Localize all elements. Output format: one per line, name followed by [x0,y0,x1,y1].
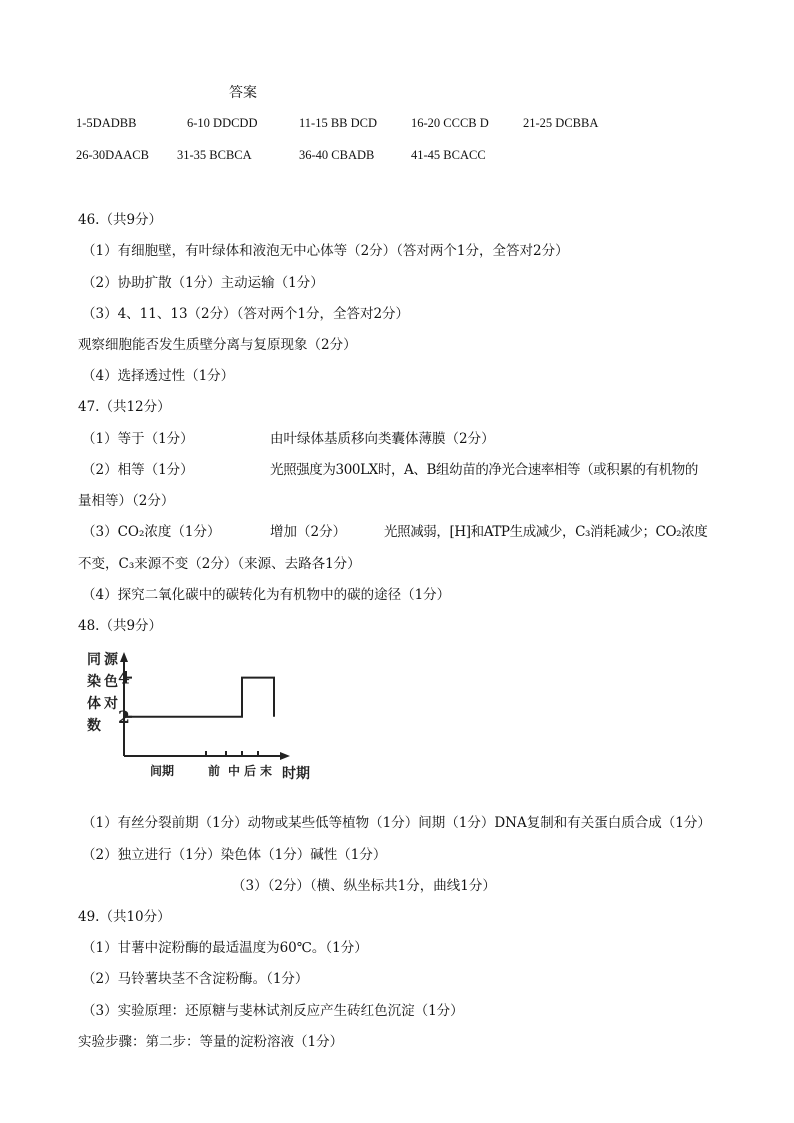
q49-header: 49.（共10分） [78,909,171,925]
q49-answer-4: 实验步骤：第二步：等量的淀粉溶液（1分） [78,1034,344,1050]
mc-range-8: 36-40 CBADB [299,148,375,162]
y-label-char-5: 源 [104,652,118,668]
q47-answer-2a: （2）相等（1分） [82,462,194,478]
y-label-char-1: 同 [87,652,101,668]
mc-range-4: 16-20 CCCB D [411,116,489,130]
mc-range-3: 11-15 BB DCD [299,116,378,130]
q46-answer-3: （3）4、11、13（2分）（答对两个1分，全答对2分） [82,306,410,322]
chromosome-chart [80,648,310,788]
y-axis-arrow [120,652,128,662]
mc-range-9: 41-45 BCACC [411,148,486,162]
y-tick-label-2: 2 [118,707,130,728]
q46-answer-1: （1）有细胞壁，有叶绿体和液泡无中心体等（2分）（答对两个1分，全答对2分） [82,243,569,259]
q46-answer-4: （4）选择透过性（1分） [82,368,235,384]
q47-answer-3a: （3）CO₂浓度（1分） [82,524,221,540]
q47-answer-3c: 光照减弱，[H]和ATP生成减少，C₃消耗减少；CO₂浓度 [384,524,708,540]
mc-range-5: 21-25 DCBBA [523,116,599,130]
q47-answer-3b: 增加（2分） [270,524,347,540]
x-tick-label-2: 前 [208,764,221,778]
q47-answer-2b: 光照强度为300LX时，A、B组幼苗的净光合速率相等（或积累的有机物的 [270,462,699,478]
x-axis-arrow [280,752,290,760]
y-label-char-4: 数 [87,718,101,734]
q47-answer-3d: 不变，C₃来源不变（2分）（来源、去路各1分） [78,556,361,572]
q49-answer-1: （1）甘薯中淀粉酶的最适温度为60℃。（1分） [82,940,368,956]
x-tick-label-1: 间期 [150,764,175,778]
chart-series-line [124,678,274,717]
page-title: 答案 [229,85,257,101]
q47-answer-1a: （1）等于（1分） [82,431,194,447]
q49-answer-3: （3）实验原理：还原糖与斐林试剂反应产生砖红色沉淀（1分） [82,1003,464,1019]
y-tick-label-4: 4 [118,668,130,689]
mc-range-6: 26-30DAACB [76,148,149,162]
q47-answer-4: （4）探究二氧化碳中的碳转化为有机物中的碳的途径（1分） [82,587,451,603]
x-tick-label-5: 末 [260,764,273,778]
q47-answer-2c: 量相等）（2分） [78,493,175,509]
q48-answer-3: （3）（2分）（横、纵坐标共1分，曲线1分） [232,878,496,894]
q46-answer-2: （2）协助扩散（1分）主动运输（1分） [82,275,324,291]
q46-answer-3-cont: 观察细胞能否发生质壁分离与复原现象（2分） [78,337,357,353]
q48-answer-1: （1）有丝分裂前期（1分）动物或某些低等植物（1分）间期（1分）DNA复制和有关蛋白质合成（1分） [82,815,711,831]
q48-answer-2: （2）独立进行（1分）染色体（1分）碱性（1分） [82,847,387,863]
mc-range-7: 31-35 BCBCA [177,148,252,162]
q49-answer-2: （2）马铃薯块茎不含淀粉酶。（1分） [82,971,309,987]
y-axis-label [87,652,119,734]
q46-header: 46.（共9分） [78,212,163,228]
x-tick-label-4: 后 [244,764,257,778]
chart-svg [80,648,310,788]
y-label-char-2: 染 [87,674,101,690]
y-label-char-3: 体 [87,696,101,712]
x-axis-label: 时期 [282,766,310,782]
y-label-char-6: 色 [104,674,118,690]
mc-range-2: 6-10 DDCDD [187,116,258,130]
q47-answer-1b: 由叶绿体基质移向类囊体薄膜（2分） [270,431,495,447]
mc-range-1: 1-5DADBB [76,116,137,130]
q47-header: 47.（共12分） [78,399,171,415]
x-tick-label-3: 中 [228,764,241,778]
y-label-char-7: 对 [104,696,118,712]
q48-header: 48.（共9分） [78,618,163,634]
